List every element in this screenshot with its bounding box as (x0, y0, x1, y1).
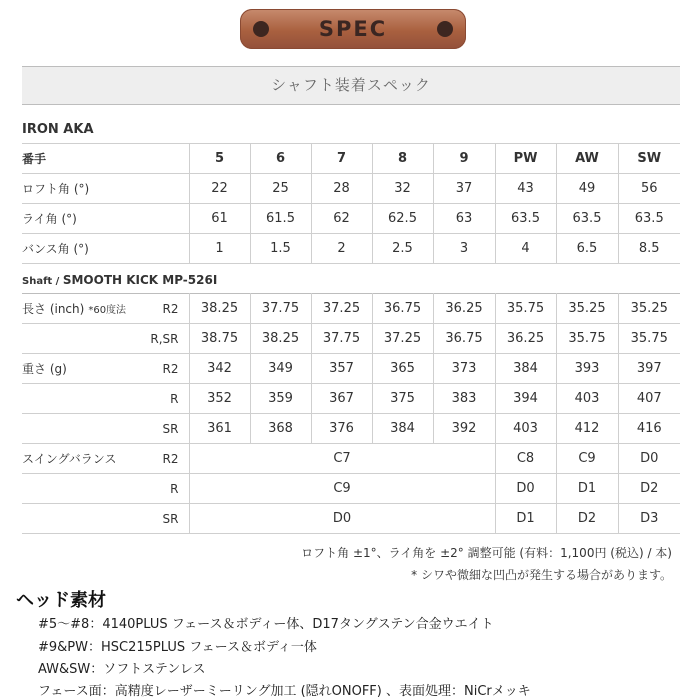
table-cell: D0 (189, 504, 495, 534)
table-cell: 62.5 (372, 204, 433, 234)
length-label-cell (22, 324, 189, 354)
table-cell: 25 (250, 174, 311, 204)
column-header: AW (556, 144, 618, 174)
swing-balance-label: スイングバランス (22, 452, 117, 466)
table-cell: 357 (311, 354, 372, 384)
table-cell: D2 (556, 504, 618, 534)
banner-title: SPEC (318, 17, 388, 41)
flex-label: R2 (162, 301, 179, 316)
table-cell: 6.5 (556, 234, 618, 264)
table-cell: 28 (311, 174, 372, 204)
section-header: シャフト装着スペック (22, 66, 680, 105)
table-cell: 38.75 (189, 324, 250, 354)
spec-banner (240, 9, 466, 49)
table-cell: 3 (433, 234, 495, 264)
flex-label: SR (162, 421, 179, 436)
swing-balance-row (22, 504, 680, 534)
flex-label: R (170, 481, 179, 496)
table-cell: 365 (372, 354, 433, 384)
table-cell: C9 (556, 444, 618, 474)
table-cell: 349 (250, 354, 311, 384)
table-cell: 412 (556, 414, 618, 444)
table-cell: 37.75 (250, 294, 311, 324)
flex-label: R (170, 391, 179, 406)
table-cell: 35.75 (495, 294, 556, 324)
table-cell: 376 (311, 414, 372, 444)
column-header: 6 (250, 144, 311, 174)
head-material-item: フェース面：高精度レーザーミーリング加工 (隠れONOFF) 、表面処理：NiCrメッキ (38, 684, 531, 699)
table-cell: D1 (556, 474, 618, 504)
swing-balance-label-cell (22, 504, 189, 534)
table-cell: 367 (311, 384, 372, 414)
table-cell: 393 (556, 354, 618, 384)
table-cell: 37.75 (311, 324, 372, 354)
head-material-item: #9&PW：HSC215PLUS フェース＆ボディ一体 (38, 640, 317, 655)
table-cell: 373 (433, 354, 495, 384)
head-material-item: #5〜#8：4140PLUS フェース＆ボディー体、D17タングステン合金ウエイト (38, 617, 494, 632)
table-cell: 37 (433, 174, 495, 204)
weight-row (22, 354, 680, 384)
table-row (22, 204, 680, 234)
table-cell: 61 (189, 204, 250, 234)
swing-balance-row (22, 444, 680, 474)
column-header: PW (495, 144, 556, 174)
table-cell: 403 (495, 414, 556, 444)
table-cell: 4 (495, 234, 556, 264)
table-cell: 352 (189, 384, 250, 414)
table-cell: 2 (311, 234, 372, 264)
weight-label-cell (22, 354, 189, 384)
table-cell: 403 (556, 384, 618, 414)
table-cell: D0 (495, 474, 556, 504)
length-label-cell (22, 294, 189, 324)
table-cell: 63 (433, 204, 495, 234)
flex-label: R,SR (150, 331, 179, 346)
table-cell: 383 (433, 384, 495, 414)
table-cell: 56 (618, 174, 680, 204)
table-cell: 361 (189, 414, 250, 444)
table-cell: C8 (495, 444, 556, 474)
shaft-name (22, 273, 217, 287)
table-cell: 38.25 (250, 324, 311, 354)
weight-label-cell (22, 384, 189, 414)
shaft-spec-table (22, 293, 680, 534)
table-cell: D0 (618, 444, 680, 474)
length-note: *60度法 (88, 305, 127, 316)
table-cell: 36.25 (433, 294, 495, 324)
table-cell: 359 (250, 384, 311, 414)
table-cell: 37.25 (372, 324, 433, 354)
table-cell: 37.25 (311, 294, 372, 324)
flex-label: R2 (162, 451, 179, 466)
table-cell: 392 (433, 414, 495, 444)
table-cell: 2.5 (372, 234, 433, 264)
weight-row (22, 414, 680, 444)
table-cell: 8.5 (618, 234, 680, 264)
table-cell: 35.25 (618, 294, 680, 324)
table-cell: 22 (189, 174, 250, 204)
head-material-item: AW&SW：ソフトステンレス (38, 662, 206, 677)
table-cell: D2 (618, 474, 680, 504)
weight-label-cell (22, 414, 189, 444)
swing-balance-row (22, 474, 680, 504)
table-cell: 35.75 (556, 324, 618, 354)
table-cell: 43 (495, 174, 556, 204)
banner-dot-right (437, 21, 453, 37)
length-label: 長さ (inch) (22, 302, 85, 316)
table-cell: 416 (618, 414, 680, 444)
table-cell: 368 (250, 414, 311, 444)
weight-row (22, 384, 680, 414)
table-cell: C9 (189, 474, 495, 504)
shaft-model: SMOOTH KICK MP-526I (62, 273, 218, 287)
table-row (22, 234, 680, 264)
table-cell: 62 (311, 204, 372, 234)
model-name: IRON AKA (22, 122, 94, 137)
weight-label: 重さ (g) (22, 362, 67, 376)
table-cell: 384 (495, 354, 556, 384)
column-header: 7 (311, 144, 372, 174)
shaft-prefix: Shaft / (22, 276, 63, 287)
table-cell: 32 (372, 174, 433, 204)
table-cell: 394 (495, 384, 556, 414)
table-cell: 36.75 (372, 294, 433, 324)
table-cell: 1.5 (250, 234, 311, 264)
flex-label: R2 (162, 361, 179, 376)
iron-spec-table (22, 143, 680, 264)
club-number-label: 番手 (22, 144, 189, 174)
table-cell: 342 (189, 354, 250, 384)
table-cell: D1 (495, 504, 556, 534)
table-cell: 36.25 (495, 324, 556, 354)
table-cell: C7 (189, 444, 495, 474)
column-header: 9 (433, 144, 495, 174)
length-row (22, 294, 680, 324)
table-cell: 35.75 (618, 324, 680, 354)
table-cell: 63.5 (495, 204, 556, 234)
table-cell: 63.5 (556, 204, 618, 234)
length-row (22, 324, 680, 354)
table-row (22, 174, 680, 204)
table-cell: 1 (189, 234, 250, 264)
table-cell: 36.75 (433, 324, 495, 354)
column-header: 5 (189, 144, 250, 174)
swing-balance-label-cell (22, 474, 189, 504)
head-material-title: ヘッド素材 (16, 590, 106, 611)
adjustment-note: ロフト角 ±1°、ライ角を ±2° 調整可能 (有料：1,100円 (税込) / 本) (301, 546, 672, 560)
wrinkle-note: * シワや微細な凹凸が発生する場合があります。 (411, 568, 672, 582)
row-label: ロフト角 (°) (22, 174, 189, 204)
table-cell: 384 (372, 414, 433, 444)
row-label: バンス角 (°) (22, 234, 189, 264)
column-header: 8 (372, 144, 433, 174)
table-cell: D3 (618, 504, 680, 534)
swing-balance-label-cell (22, 444, 189, 474)
table-cell: 407 (618, 384, 680, 414)
flex-label: SR (162, 511, 179, 526)
table-cell: 397 (618, 354, 680, 384)
table-cell: 375 (372, 384, 433, 414)
table-cell: 63.5 (618, 204, 680, 234)
column-header: SW (618, 144, 680, 174)
table-header-row (22, 144, 680, 174)
table-cell: 49 (556, 174, 618, 204)
row-label: ライ角 (°) (22, 204, 189, 234)
table-cell: 61.5 (250, 204, 311, 234)
table-cell: 35.25 (556, 294, 618, 324)
table-cell: 38.25 (189, 294, 250, 324)
